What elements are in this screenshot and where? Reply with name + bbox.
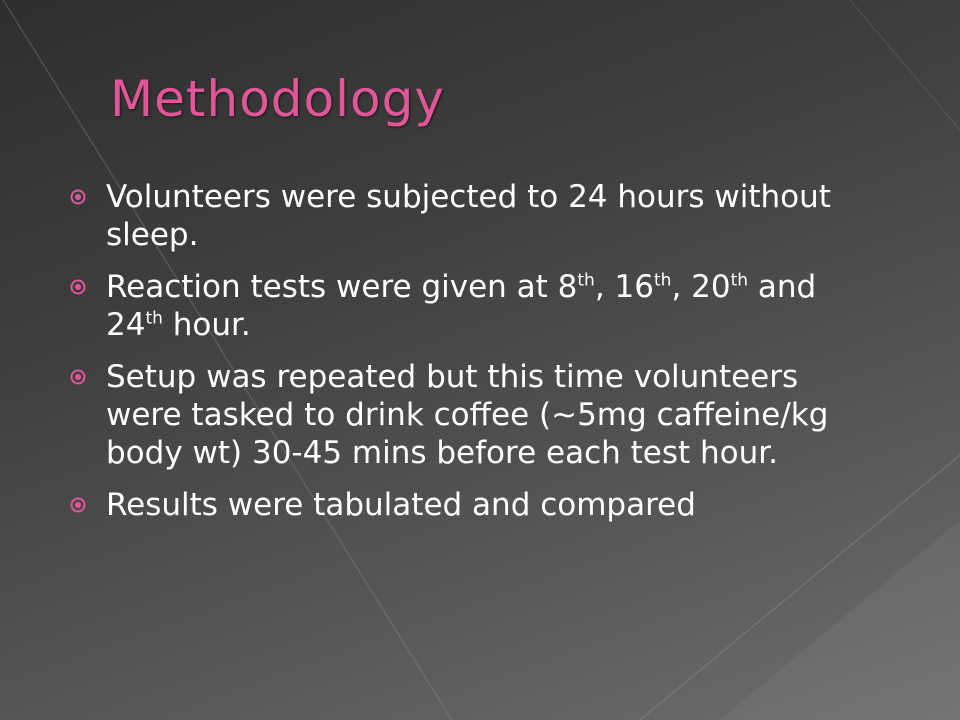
text-run: hour. (162, 307, 251, 343)
bullet-text (106, 179, 831, 253)
text-run: Results were tabulated and compared (106, 487, 696, 523)
corner-shade (720, 520, 960, 720)
bullet-item (70, 178, 870, 254)
bullet-item (70, 268, 870, 344)
ordinal-suffix: th (145, 308, 163, 329)
bullet-text (106, 487, 696, 523)
bullet-item (70, 486, 870, 524)
text-run: and 24 (106, 269, 817, 343)
circle-dot-icon (70, 369, 86, 385)
ordinal-suffix: th (654, 270, 672, 291)
bullet-text (106, 359, 828, 471)
text-run: , 20 (671, 269, 731, 305)
circle-dot-icon (70, 279, 86, 295)
text-run: Setup was repeated but this time volunteers were tasked to drink coffee (~5mg caffeine/kg body wt) 30-45 mins before each test hour. (106, 359, 829, 471)
circle-dot-icon (70, 497, 86, 513)
ordinal-suffix: th (577, 270, 595, 291)
text-run: Reaction tests were given at 8 (106, 269, 578, 305)
ordinal-suffix: th (730, 270, 749, 291)
bullet-list (70, 178, 870, 538)
diagonal-line-top-right (850, 0, 960, 130)
text-run: Volunteers were subjected to 24 hours without sleep. (106, 179, 831, 253)
text-run: , 16 (594, 269, 654, 305)
slide-title: Methodology (110, 70, 445, 128)
circle-dot-icon (70, 189, 86, 205)
bullet-item (70, 358, 870, 472)
bullet-text (106, 269, 816, 343)
